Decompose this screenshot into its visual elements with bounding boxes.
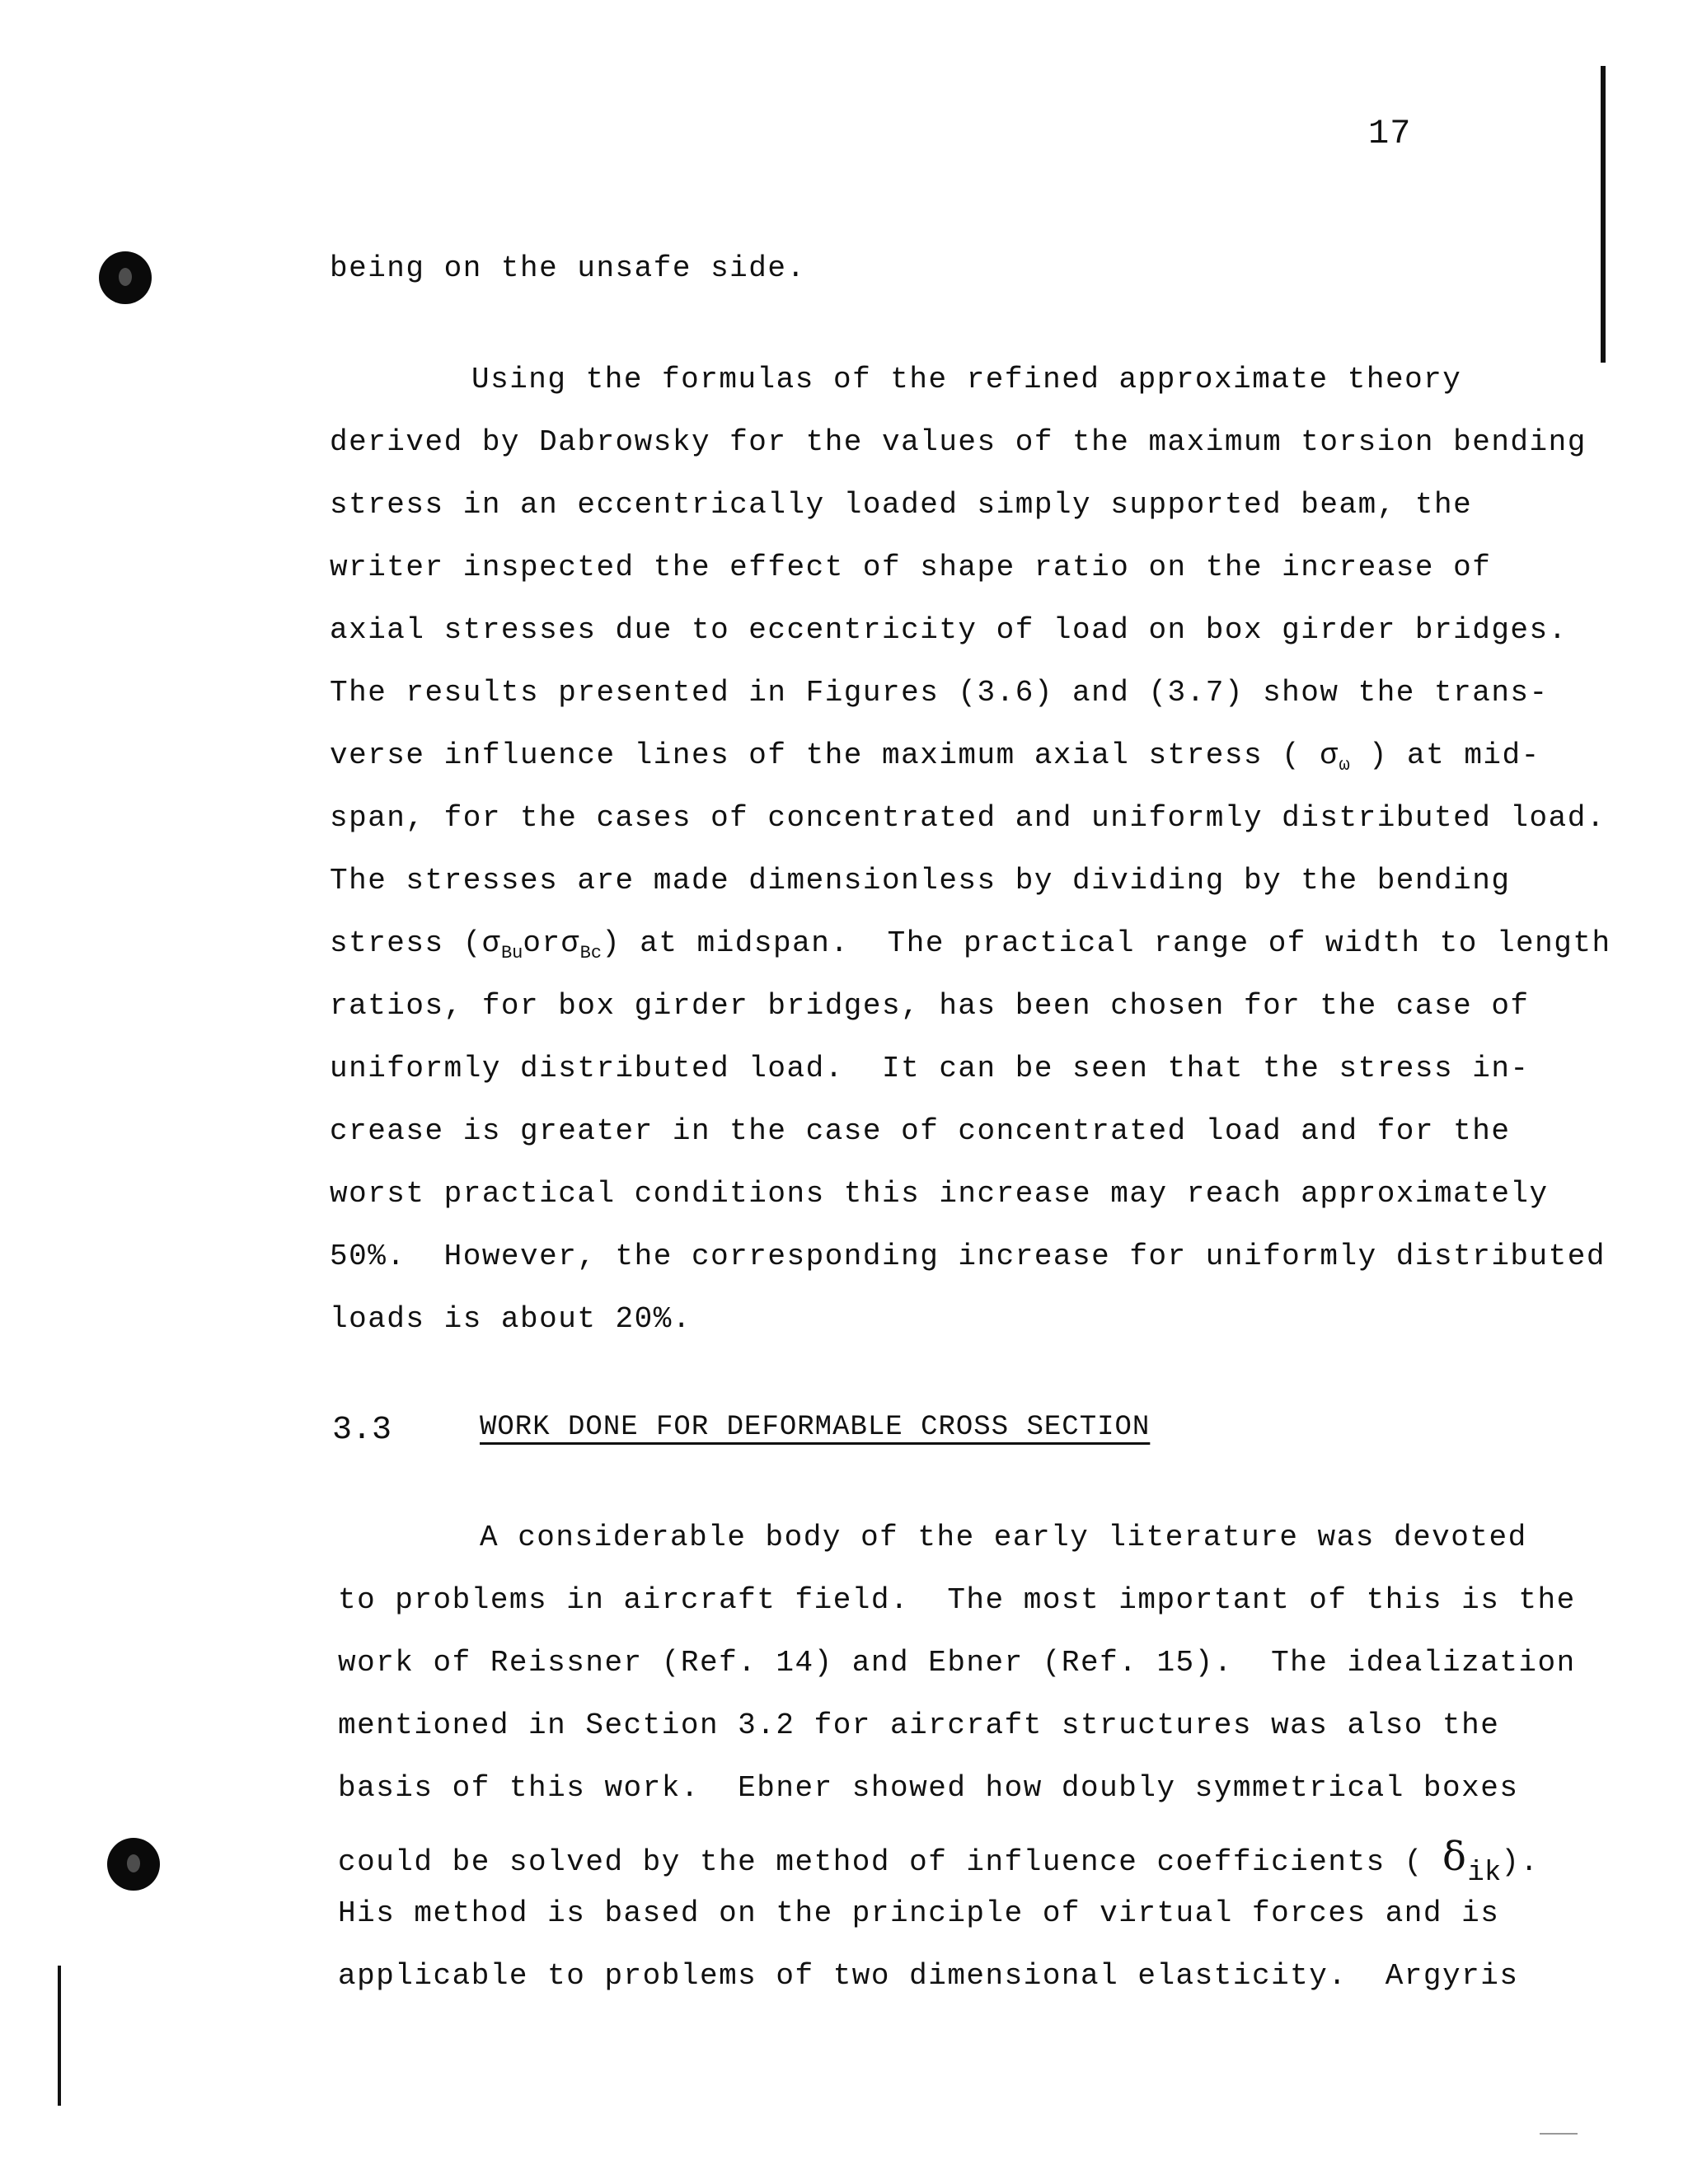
paragraph-2-line-7-text-b: ) at mid-: [1368, 738, 1540, 772]
paragraph-2-line-4: writer inspected the effect of shape ratio on the increase of: [330, 551, 1492, 584]
paragraph-3-line-4: mentioned in Section 3.2 for aircraft structures was also the: [338, 1708, 1500, 1742]
section-number: 3.3: [332, 1412, 392, 1449]
paragraph-3-line-7: His method is based on the principle of virtual forces and is: [338, 1896, 1500, 1930]
paragraph-2-line-9: The stresses are made dimensionless by dividing by the bending: [330, 864, 1511, 898]
paragraph-2-line-3: stress in an eccentrically loaded simply supported beam, the: [330, 488, 1473, 522]
paragraph-3-line-6-text-b: ).: [1501, 1845, 1540, 1879]
paragraph-2-line-10-text-a: stress (: [330, 926, 482, 960]
paragraph-2-line-7-text-a: verse influence lines of the maximum axial stress (: [330, 738, 1301, 772]
paragraph-2-line-10: [330, 926, 1611, 963]
paragraph-2-line-16: loads is about 20%.: [330, 1302, 692, 1336]
paragraph-2-line-12: uniformly distributed load. It can be seen that the stress in-: [330, 1052, 1530, 1085]
paragraph-2-line-6: The results presented in Figures (3.6) and (3.7) show the trans-: [330, 676, 1549, 710]
page-number: 17: [1368, 114, 1412, 153]
paragraph-2-line-2: derived by Dabrowsky for the values of the maximum torsion bending: [330, 425, 1587, 459]
paragraph-3-line-2: to problems in aircraft field. The most important of this is the: [338, 1583, 1576, 1617]
bc-subscript: Bc: [579, 943, 603, 963]
sigma-glyph: σ: [481, 926, 501, 960]
paragraph-2-line-7: [330, 738, 1540, 776]
paragraph-2-line-10-or: or: [523, 926, 561, 960]
section-title: WORK DONE FOR DEFORMABLE CROSS SECTION: [480, 1412, 1151, 1443]
paragraph-1-line-1: being on the unsafe side.: [330, 251, 806, 285]
paragraph-2-line-10-text-b: ) at midspan. The practical range of width to length: [602, 926, 1611, 960]
paragraph-2-line-13: crease is greater in the case of concentrated load and for the: [330, 1114, 1511, 1148]
paragraph-3-line-6-text-a: could be solved by the method of influence coefficients (: [338, 1845, 1423, 1879]
delta-ik-symbol: [1442, 1834, 1502, 1889]
paragraph-2-line-14: worst practical conditions this increase may reach approximately: [330, 1177, 1549, 1211]
paragraph-3-line-1: A considerable body of the early literature was devoted: [480, 1521, 1527, 1554]
paragraph-3-line-3: work of Reissner (Ref. 14) and Ebner (Ref. 15). The idealization: [338, 1646, 1576, 1680]
paragraph-2-line-15: 50%. However, the corresponding increase for uniformly distributed: [330, 1240, 1606, 1273]
punch-hole-top: [99, 251, 152, 304]
sigma-bc-symbol: [560, 926, 603, 963]
paragraph-3-line-8: applicable to problems of two dimensional elasticity. Argyris: [338, 1959, 1519, 1993]
punch-hole-bottom: [107, 1838, 160, 1891]
paragraph-2-line-11: ratios, for box girder bridges, has been chosen for the case of: [330, 989, 1530, 1023]
paragraph-3-line-5: basis of this work. Ebner showed how doubly symmetrical boxes: [338, 1771, 1519, 1805]
paragraph-3-line-6: [338, 1834, 1540, 1889]
sigma-omega-symbol: [1320, 738, 1350, 776]
bu-subscript: Bu: [500, 943, 523, 963]
paragraph-2-line-5: axial stresses due to eccentricity of load on box girder bridges.: [330, 613, 1568, 647]
footer-rule: [1540, 2133, 1578, 2135]
sigma-glyph: σ: [1320, 738, 1339, 772]
paragraph-2-line-8: span, for the cases of concentrated and uniformly distributed load.: [330, 801, 1606, 835]
sigma-bu-symbol: [481, 926, 523, 963]
ik-subscript: ik: [1467, 1858, 1502, 1889]
margin-rule-right: [1601, 66, 1606, 363]
omega-subscript: ω: [1339, 755, 1350, 776]
sigma-glyph: σ: [560, 926, 580, 960]
paragraph-2-line-1: Using the formulas of the refined approximate theory: [471, 363, 1462, 396]
delta-glyph: δ: [1442, 1834, 1468, 1880]
margin-rule-left: [58, 1966, 61, 2106]
